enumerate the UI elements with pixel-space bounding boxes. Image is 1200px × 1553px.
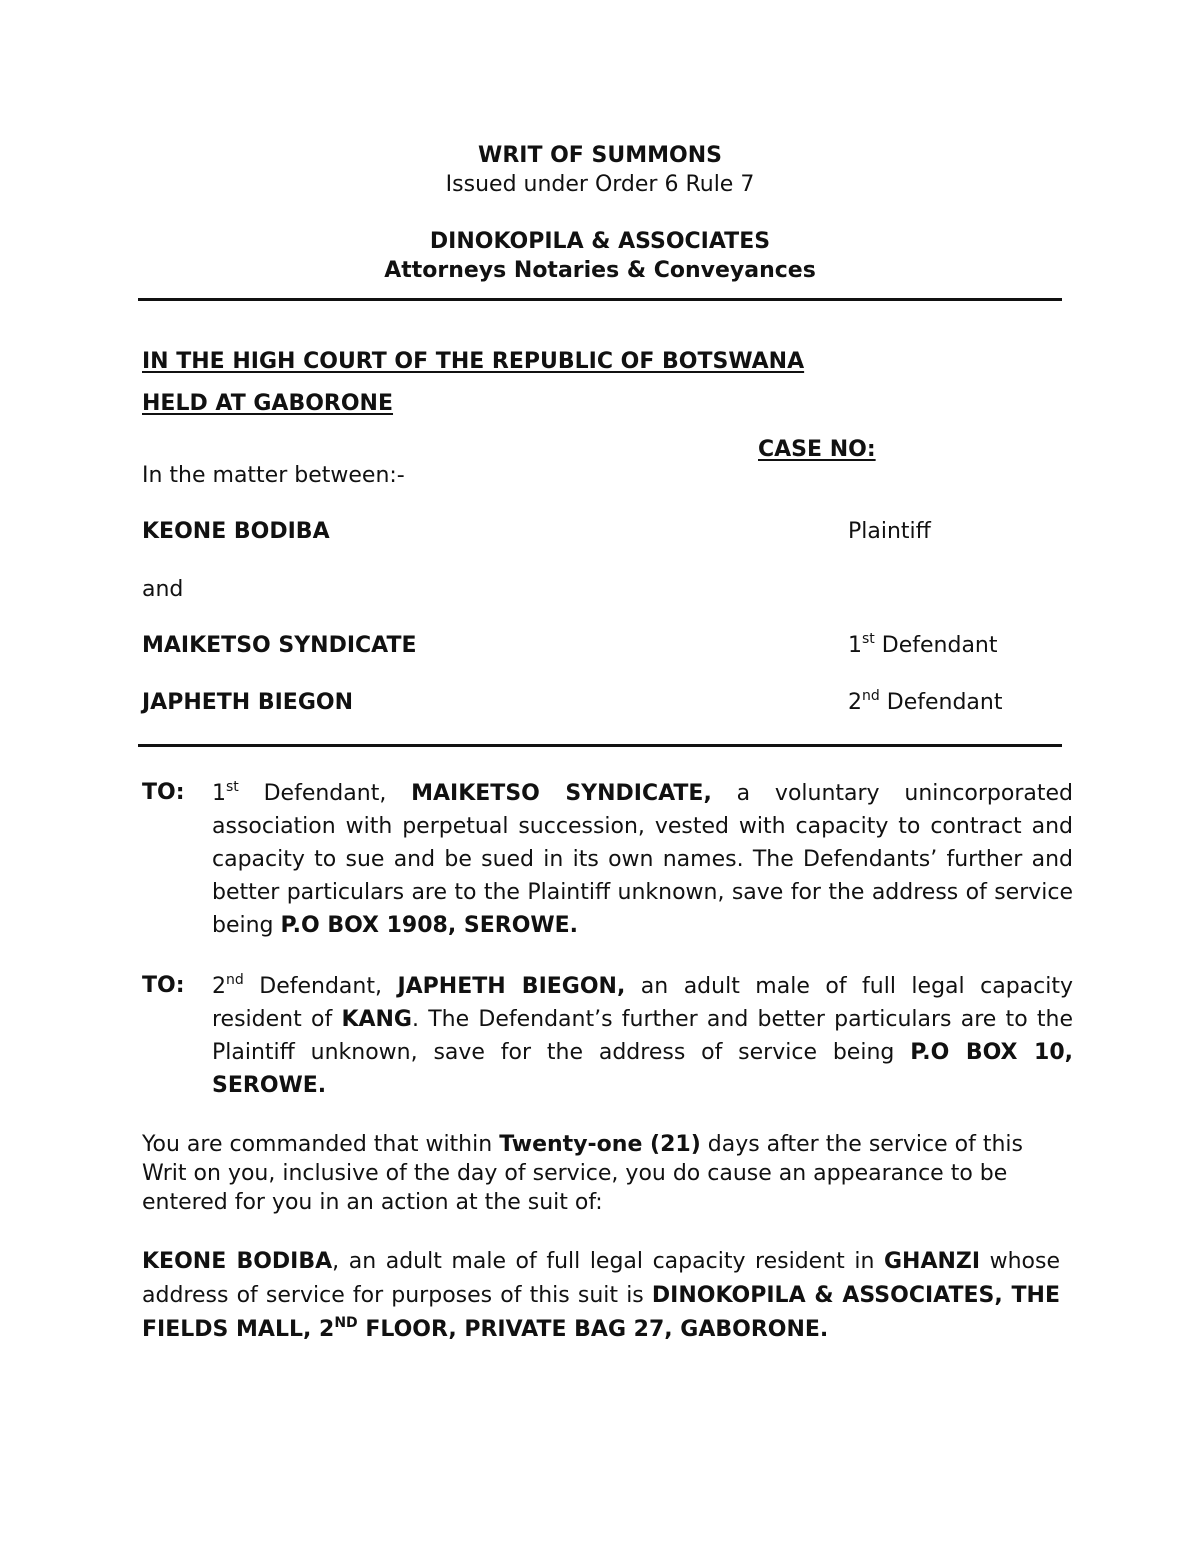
to2-paragraph: 2nd Defendant, JAPHETH BIEGON, an adult male of full legal capacity resident of KANG. The Defendant’s further and better particulars are to the Plaintiff unknown, save for the address of service being P.O BOX 10, SEROWE.: [212, 972, 1074, 1098]
plaintiff-name: KEONE BODIBA: [142, 519, 330, 544]
parties-divider: [138, 744, 1062, 747]
to2-label: TO:: [142, 973, 185, 998]
command-paragraph: You are commanded that within Twenty-one (21) days after the service of this Writ on you, inclusive of the day of service, you do cause an appearance to be entered for you in an action at the suit of:: [142, 1132, 1023, 1215]
court-location: HELD AT GABORONE: [142, 391, 394, 416]
matter-intro: In the matter between:-: [142, 463, 405, 488]
suit-paragraph: KEONE BODIBA, an adult male of full legal capacity resident in GHANZI whose address of service for purposes of this suit is DINOKOPILA & ASSOCIATES, THE FIELDS MALL, 2ND FLOOR, PRIVATE BAG 27, GABORONE.: [142, 1249, 1060, 1342]
to1-label: TO:: [142, 780, 185, 805]
case-number-label: CASE NO:: [758, 437, 876, 462]
document-subtitle: Issued under Order 6 Rule 7: [445, 172, 755, 197]
firm-name: DINOKOPILA & ASSOCIATES: [429, 229, 771, 254]
defendant1-name: MAIKETSO SYNDICATE: [142, 633, 417, 658]
firm-description: Attorneys Notaries & Conveyances: [384, 258, 816, 283]
defendant2-role: 2nd Defendant: [848, 688, 1003, 715]
plaintiff-role: Plaintiff: [848, 519, 931, 544]
document-title: WRIT OF SUMMONS: [478, 143, 722, 168]
and-connector: and: [142, 577, 184, 602]
header-divider: [138, 298, 1062, 301]
to1-paragraph: 1st Defendant, MAIKETSO SYNDICATE, a voluntary unincorporated association with perpetual succession, vested with capacity to contract and capacity to sue and be sued in its own names. The Defendants’ further and better particulars are to the Plaintiff unknown, save for the address of service being P.O BOX 1908, SEROWE.: [212, 779, 1073, 938]
defendant2-name: JAPHETH BIEGON: [142, 690, 354, 715]
court-name: IN THE HIGH COURT OF THE REPUBLIC OF BOTSWANA: [142, 349, 805, 374]
defendant1-role: 1st Defendant: [848, 631, 998, 658]
